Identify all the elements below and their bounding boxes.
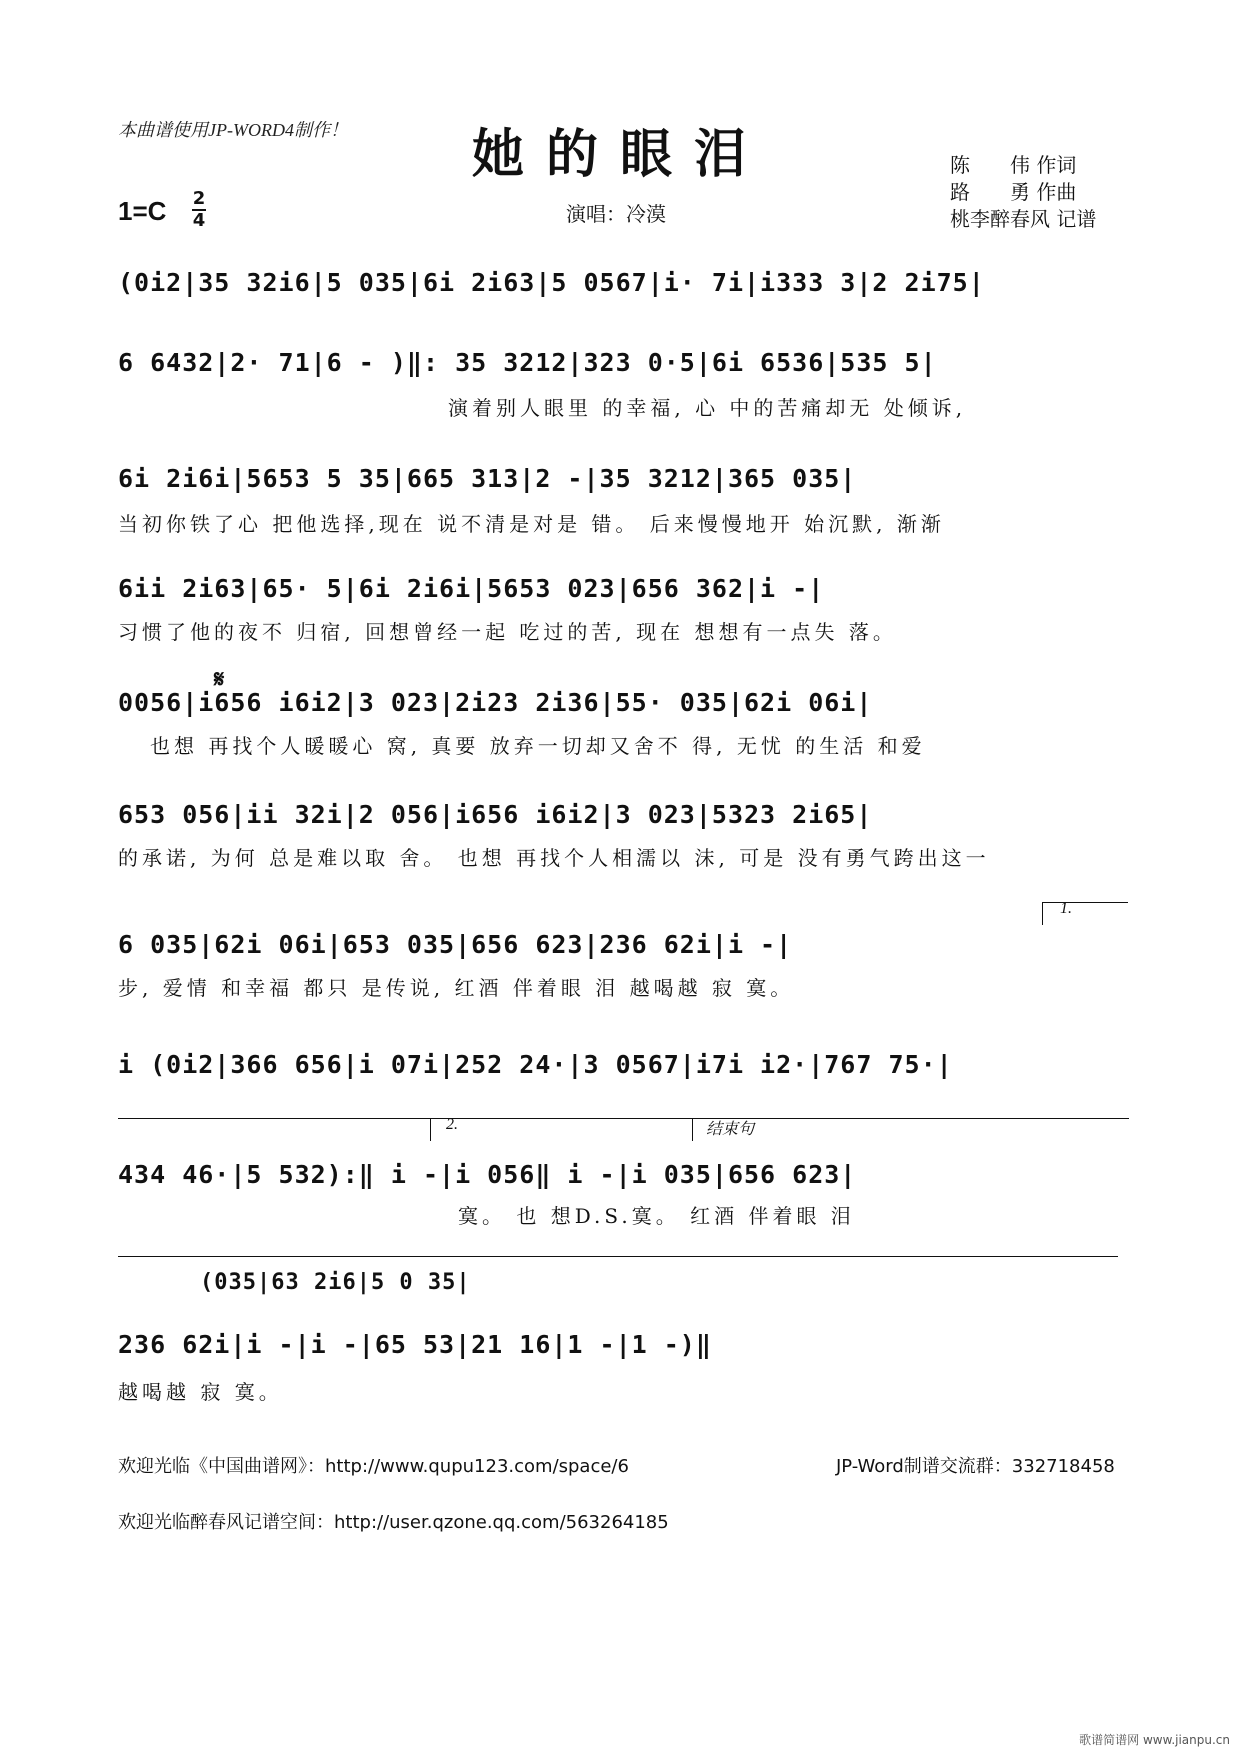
footer-group-info: JP-Word制谱交流群：332718458 bbox=[836, 1456, 1115, 1477]
lyrics-row-5: 也想 再找个人暖暖心 窝, 真要 放弃一切却又舍不 得, 无忧 的生活 和爱 bbox=[150, 734, 926, 758]
volta-2-label: 2. bbox=[446, 1116, 458, 1133]
lyrics-row-3: 当初你铁了心 把他选择,现在 说不清是对是 错。 后来慢慢地开 始沉默, 渐渐 bbox=[118, 512, 945, 536]
made-with-note: 本曲谱使用JP-WORD4制作！ bbox=[118, 120, 348, 140]
lyrics-row-7: 步, 爱情 和幸福 都只 是传说, 红酒 伴着眼 泪 越喝越 寂 寞。 bbox=[118, 976, 795, 1000]
volta-1-label: 1. bbox=[1060, 900, 1072, 917]
lyricist: 陈 伟 作词 bbox=[950, 153, 1077, 177]
key-signature: 1=C bbox=[118, 196, 167, 226]
credits bbox=[950, 152, 1096, 233]
footer-qzone-link[interactable]: 欢迎光临醉春风记谱空间：http://user.qzone.qq.com/563264185 bbox=[118, 1512, 669, 1533]
song-title: 她的眼泪 bbox=[471, 124, 768, 185]
notation-row-5: 0056|i656 i6i2|3 023|2i23 2i36|55· 035|62i 06i| bbox=[118, 688, 873, 717]
time-top: 2 bbox=[192, 188, 206, 209]
notation-row-3: 6i 2i6i|5653 5 35|665 313|2 -|35 3212|365 035| bbox=[118, 464, 857, 493]
notation-row-1: (0i2|35 32i6|5 035|6i 2i63|5 0567|i· 7i|i333 3|2 2i75| bbox=[118, 268, 985, 297]
coda-label: 结束句 bbox=[706, 1121, 755, 1138]
notation-row-7: 6 035|62i 06i|653 035|656 623|236 62i|i -| bbox=[118, 930, 793, 959]
volta-2-bracket bbox=[430, 1118, 691, 1141]
lyrics-row-9: 寞。 也 想D.S.寞。 红酒 伴着眼 泪 bbox=[458, 1204, 855, 1228]
system-divider-2 bbox=[118, 1256, 1118, 1257]
volta-1-bracket bbox=[1042, 902, 1128, 925]
lyrics-row-4: 习惯了他的夜不 归宿, 回想曾经一起 吃过的苦, 现在 想想有一点失 落。 bbox=[118, 620, 897, 644]
coda-bracket bbox=[692, 1118, 1129, 1141]
notation-row-9: 434 46·|5 532):‖ i -|i 056‖ i -|i 035|656 623| bbox=[118, 1160, 857, 1189]
notation-row-8: i (0i2|366 656|i 07i|252 24·|3 0567|i7i i2·|767 75·| bbox=[118, 1050, 953, 1079]
notation-row-2: 6 6432|2· 71|6 - )‖: 35 3212|323 0·5|6i 6536|535 5| bbox=[118, 348, 937, 377]
footer-site-link[interactable]: 欢迎光临《中国曲谱网》：http://www.qupu123.com/space/6 bbox=[118, 1456, 629, 1477]
time-signature bbox=[192, 190, 206, 230]
time-bottom: 4 bbox=[192, 210, 206, 231]
composer: 路 勇 作曲 bbox=[950, 180, 1077, 204]
lyrics-row-11: 越喝越 寂 寞。 bbox=[118, 1380, 283, 1404]
notation-row-10: (035|63 2i6|5 0 35| bbox=[200, 1270, 471, 1295]
lyrics-row-2: 演着别人眼里 的幸福, 心 中的苦痛却无 处倾诉, bbox=[448, 396, 967, 420]
transcriber: 桃李醉春风 记谱 bbox=[950, 207, 1097, 231]
segno-sign: 𝄋 bbox=[214, 664, 225, 693]
lyrics-row-6: 的承诺, 为何 总是难以取 舍。 也想 再找个人相濡以 沫, 可是 没有勇气跨出这一 bbox=[118, 846, 990, 870]
notation-row-6: 653 056|ii 32i|2 056|i656 i6i2|3 023|5323 2i65| bbox=[118, 800, 873, 829]
notation-row-11: 236 62i|i -|i -|65 53|21 16|1 -|1 -)‖ bbox=[118, 1330, 712, 1359]
corner-watermark: 歌谱简谱网 www.jianpu.cn bbox=[1079, 1733, 1230, 1747]
singer: 演唱：冷漠 bbox=[566, 202, 666, 226]
notation-row-4: 6ii 2i63|65· 5|6i 2i6i|5653 023|656 362|i -| bbox=[118, 574, 825, 603]
